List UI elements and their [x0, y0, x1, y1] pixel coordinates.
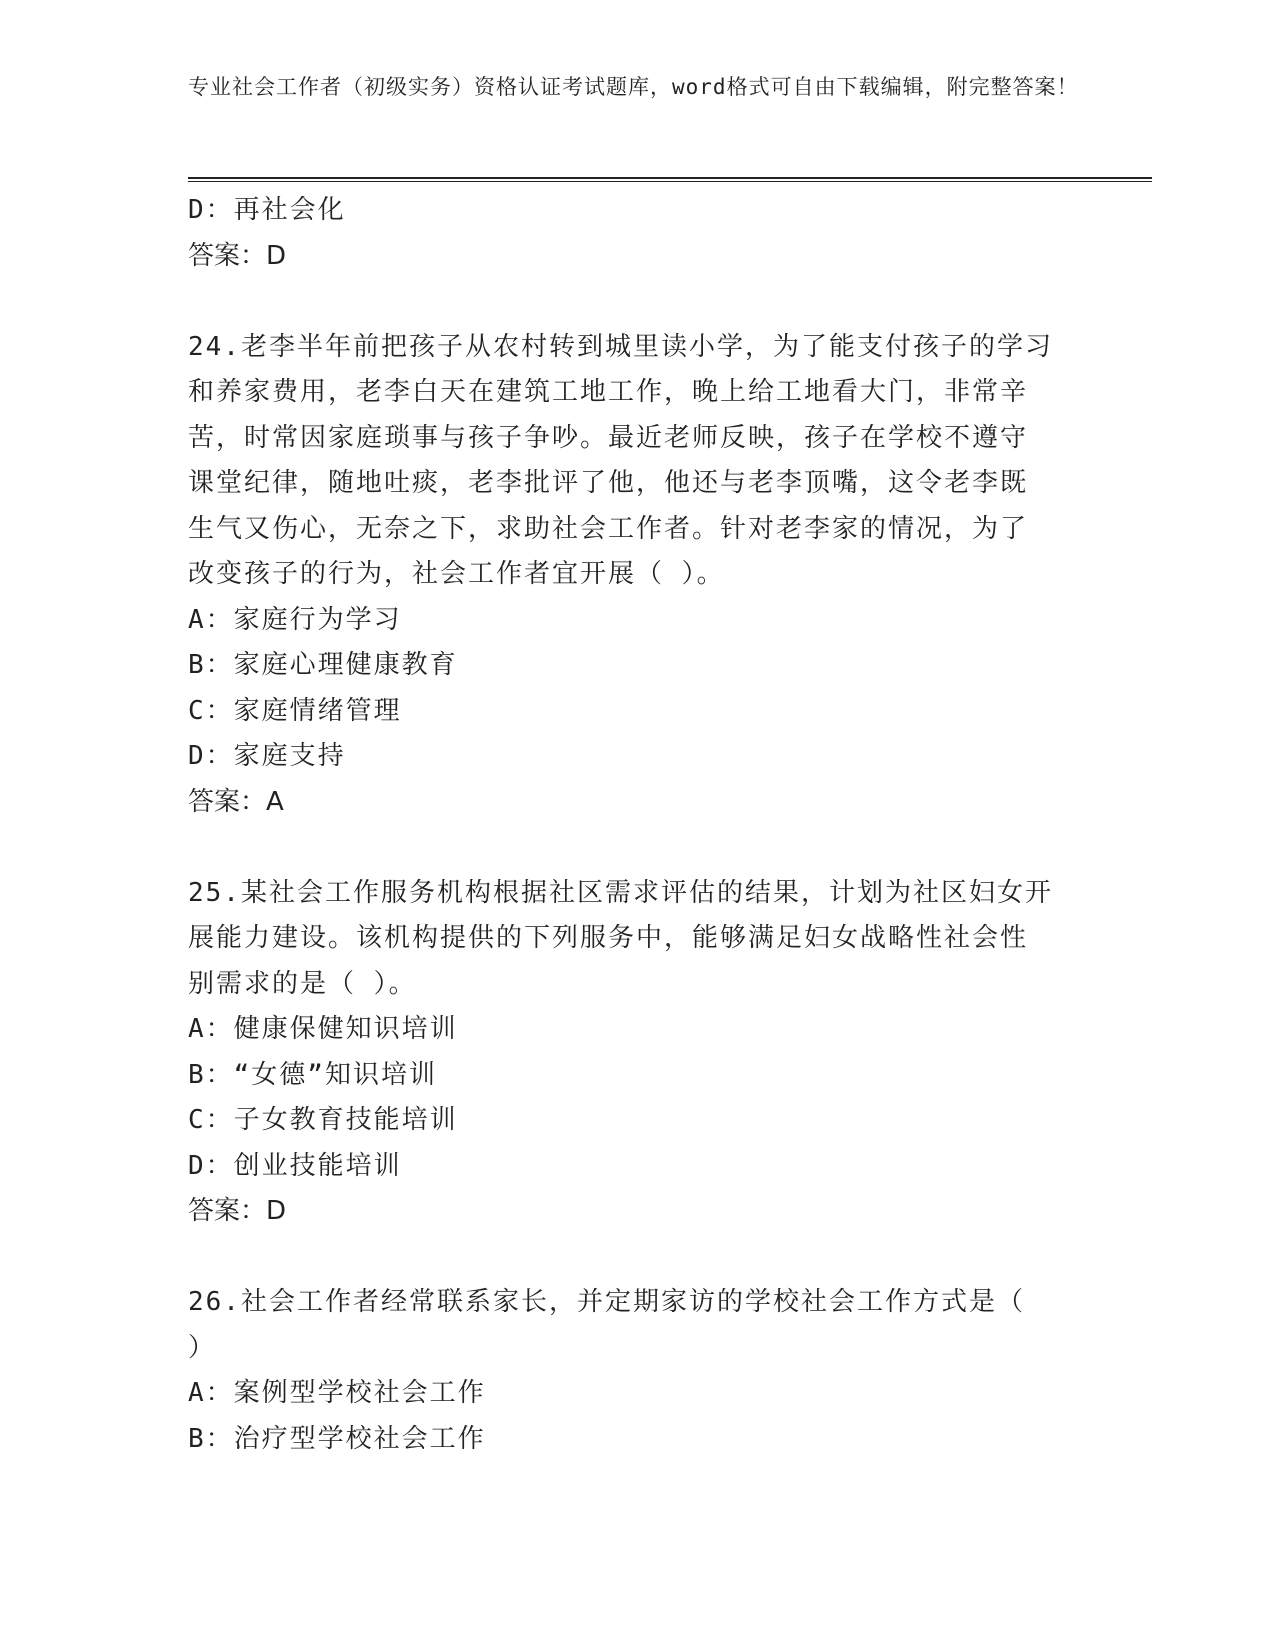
question-stem-line: 苦，时常因家庭琐事与孩子争吵。最近老师反映，孩子在学校不遵守 — [188, 422, 1029, 453]
question-stem-line: 和养家费用，老李白天在建筑工地工作，晚上给工地看大门，非常辛 — [188, 377, 1029, 407]
option-b: B：治疗型学校社会工作 — [188, 1423, 486, 1454]
question-stem-line: ） — [188, 1332, 217, 1363]
option-a: A：家庭行为学习 — [188, 604, 402, 635]
question-list — [188, 188, 1068, 1462]
option-d: D：家庭支持 — [188, 741, 346, 771]
answer-line: 答案：D — [188, 240, 287, 271]
option-d: D：再社会化 — [188, 195, 346, 225]
page-header: 专业社会工作者（初级实务）资格认证考试题库，word格式可自由下载编辑，附完整答案！ — [188, 75, 1079, 99]
question-24 — [188, 325, 1068, 826]
option-a: A：案例型学校社会工作 — [188, 1378, 486, 1408]
question-stem-line: 改变孩子的行为，社会工作者宜开展（ ）。 — [188, 559, 725, 589]
question-stem-line: 别需求的是（ ）。 — [188, 968, 417, 999]
question-stem-line: 展能力建设。该机构提供的下列服务中，能够满足妇女战略性社会性 — [188, 923, 1029, 953]
question-stem-line: 25.某社会工作服务机构根据社区需求评估的结果，计划为社区妇女开 — [188, 877, 1053, 908]
question-stem-line: 生气又伤心，无奈之下，求助社会工作者。针对老李家的情况，为了 — [188, 513, 1029, 544]
option-b: B：“女德”知识培训 — [188, 1059, 437, 1090]
option-a: A：健康保健知识培训 — [188, 1014, 458, 1044]
question-stem-line: 课堂纪律，随地吐痰，老李批评了他，他还与老李顶嘴，这令老李既 — [188, 468, 1029, 498]
header-divider — [188, 177, 1152, 179]
spacer — [188, 1235, 1068, 1281]
answer-line: 答案：A — [188, 786, 284, 817]
question-25 — [188, 871, 1068, 1235]
question-stem-line: 24.老李半年前把孩子从农村转到城里读小学，为了能支付孩子的学习 — [188, 331, 1053, 362]
answer-line: 答案：D — [188, 1196, 287, 1226]
question-stem-line: 26.社会工作者经常联系家长，并定期家访的学校社会工作方式是（ — [188, 1287, 1025, 1317]
spacer — [188, 279, 1068, 325]
header-divider-thin — [188, 181, 1152, 182]
option-d: D：创业技能培训 — [188, 1150, 402, 1181]
option-c: C：家庭情绪管理 — [188, 695, 402, 726]
option-b: B：家庭心理健康教育 — [188, 650, 458, 680]
question-26 — [188, 1280, 1068, 1462]
option-c: C：子女教育技能培训 — [188, 1105, 458, 1135]
spacer — [188, 825, 1068, 871]
